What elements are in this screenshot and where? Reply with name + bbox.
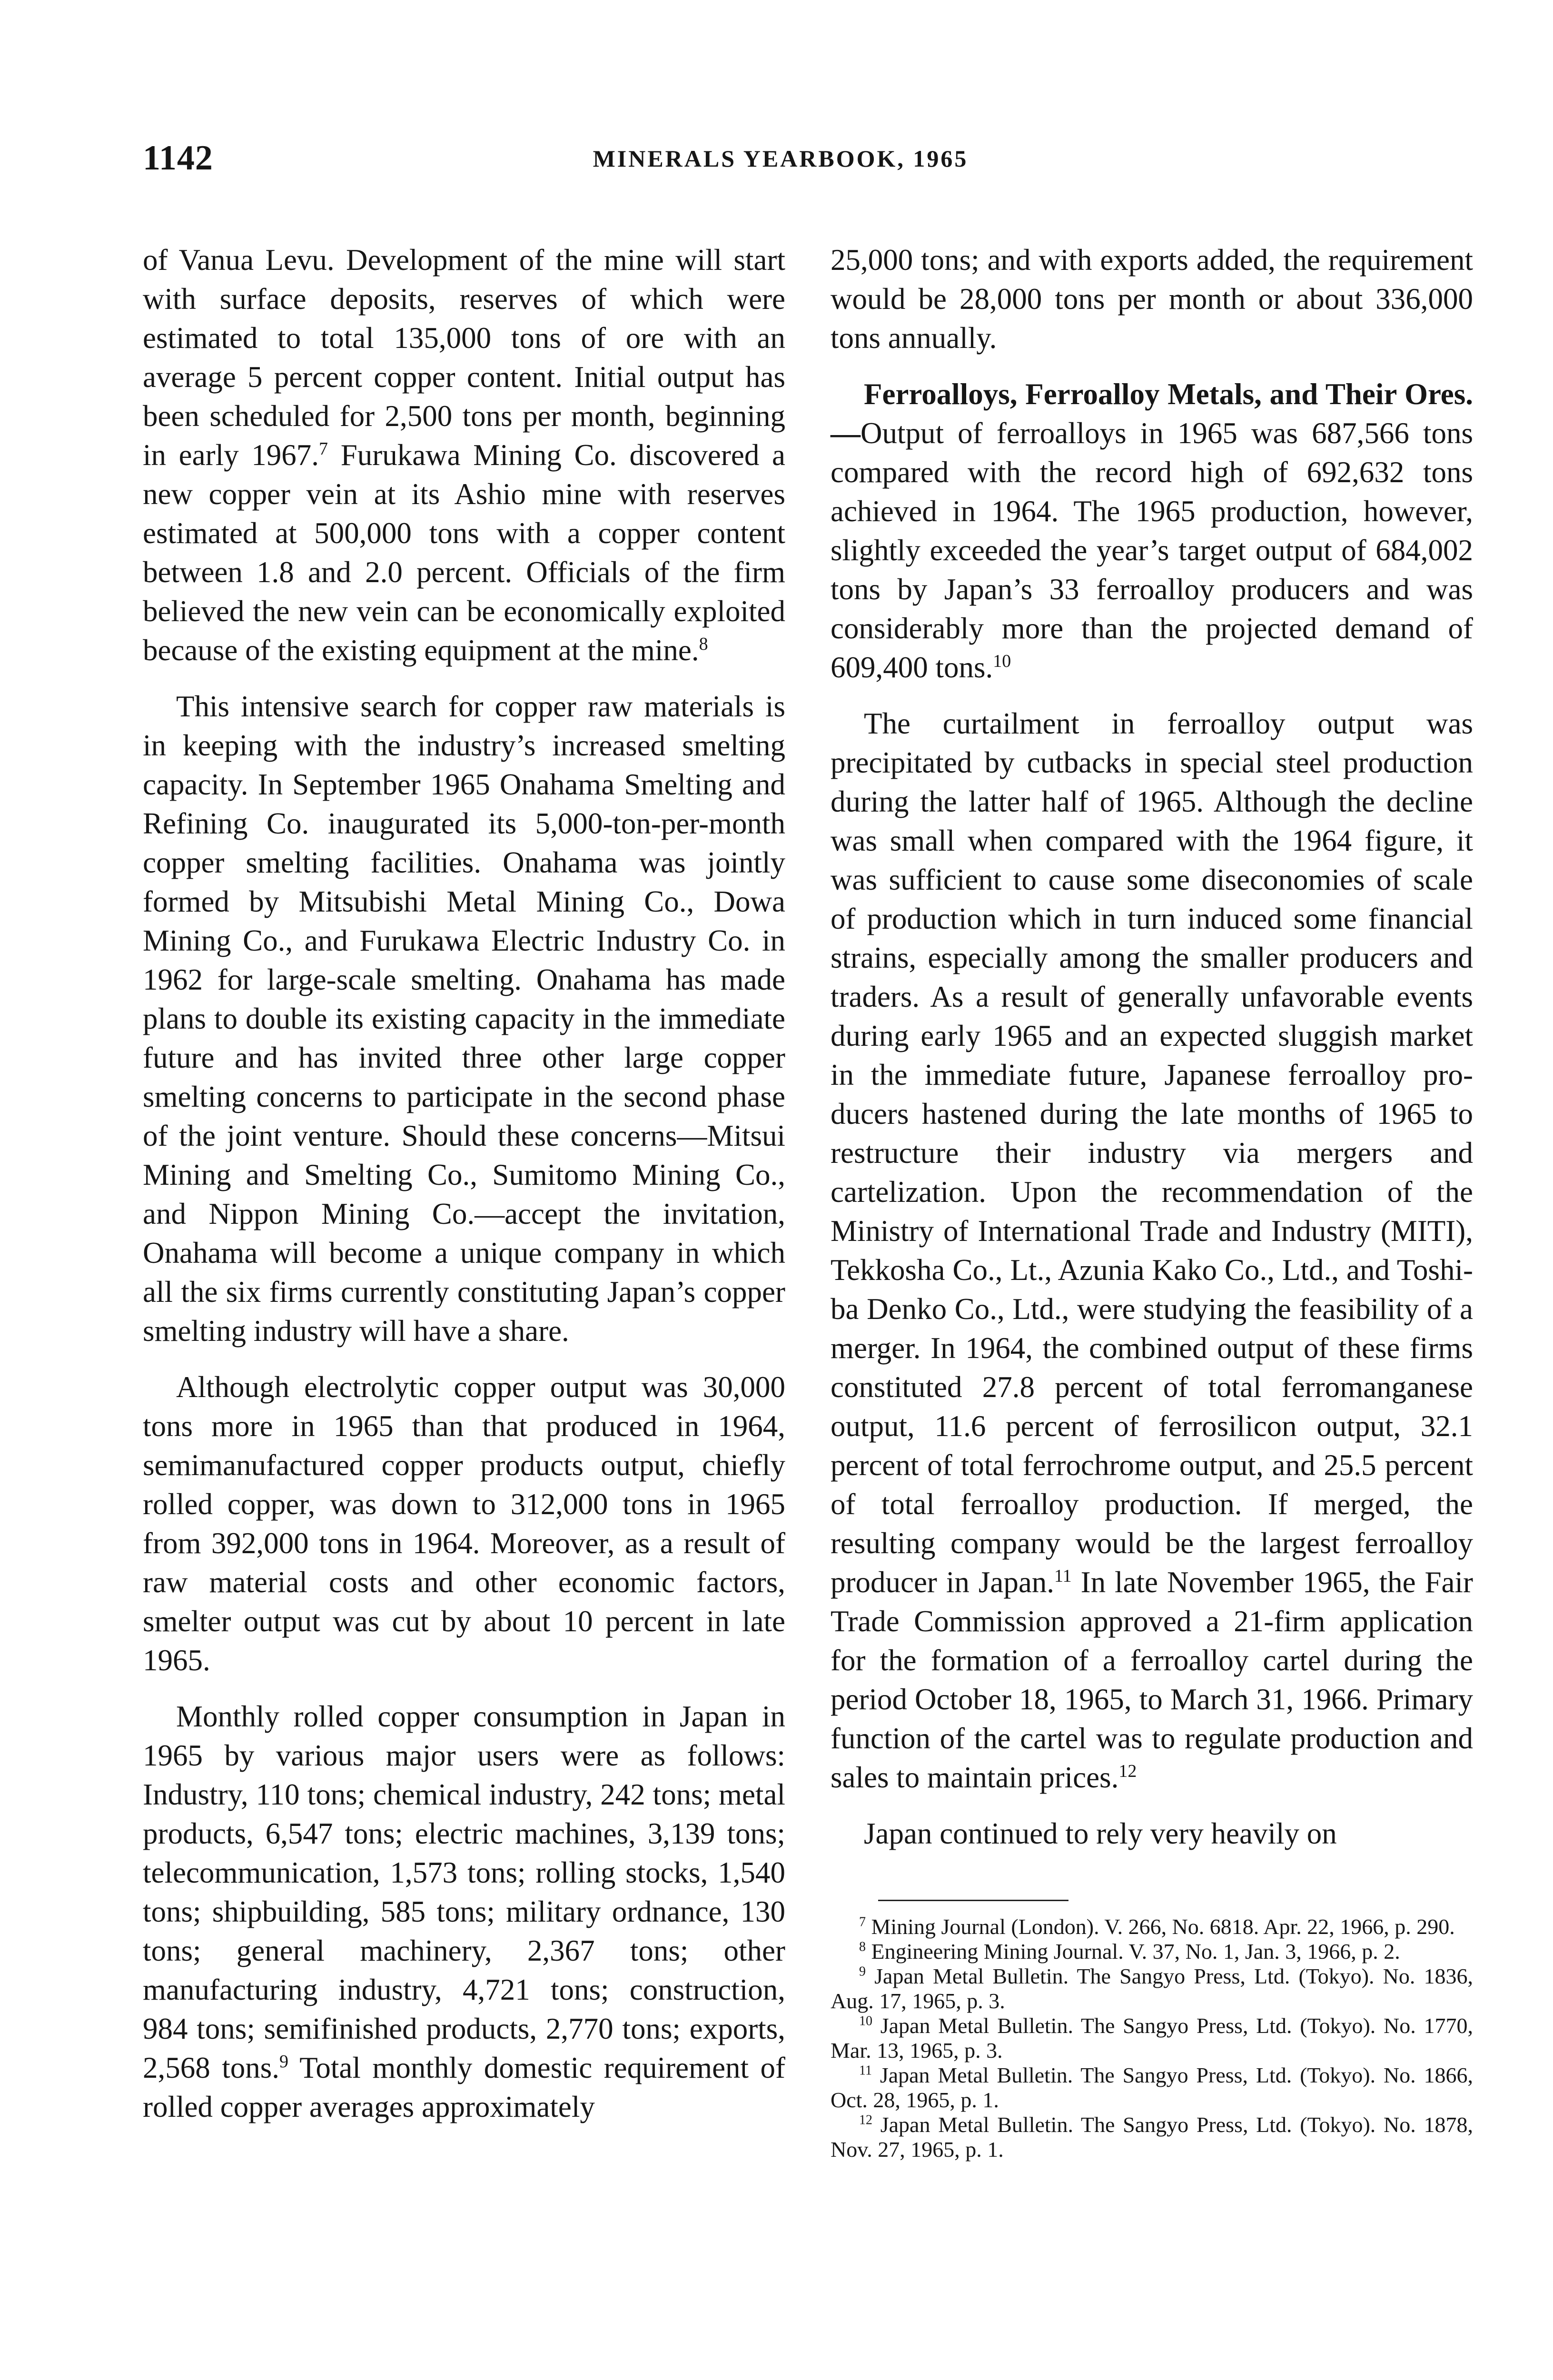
footnote-text: Japan Metal Bulletin. The Sangyo Press, Ltd. (Tokyo). No. 1878, Nov. 27, 1965, p. 1. [831, 2112, 1473, 2162]
footnote [831, 1914, 1473, 1939]
paragraph-text: Output of ferroalloys in 1965 was 687,566 tons compared with the record high of 692,632 tons achieved in 1964. The 1965 production, however, slightly exceeded the year’s target output of 684,002 tons by Japan’s 33 ferroalloy producers and was considerably more than the projected demand of 609,400 tons. [831, 416, 1473, 684]
paragraph [143, 1368, 785, 1680]
footnote-ref: 8 [699, 634, 708, 654]
footnote-ref: 11 [1054, 1566, 1072, 1586]
section-heading: Ferroalloys, Ferroalloy Metals, and Their Ores.— [831, 377, 1473, 450]
paragraph-text: This intensive search for copper raw materials is in keeping with the industry’s increased smelting capacity. In September 1965 Onahama Smelting and Refining Co. inaugurated its 5,000-ton-per-month copper smelting facilities. Onahama was jointly formed by Mitsubishi Metal Mining Co., Dowa Mining Co., and Furukawa Electric Industry Co. in 1962 for large-scale smelting. Onahama has made plans to double its existing capacity in the immediate future and has invited three other large copper smelting concerns to participate in the second phase of the joint venture. Should these concerns—Mitsui Mining and Smelting Co., Sumitomo Mining Co., and Nippon Mining Co.—accept the invitation, Onahama will become a unique company in which all the six firms currently constituting Japan’s copper smelting industry will have a share. [143, 690, 785, 1348]
footnote [831, 2063, 1473, 2112]
footnote [831, 2013, 1473, 2063]
footnote-number: 11 [859, 2063, 872, 2078]
running-title: MINERALS YEARBOOK, 1965 [593, 145, 969, 172]
left-column [143, 240, 785, 2143]
footnote-ref: 12 [1118, 1761, 1137, 1781]
footnote-text: Japan Metal Bulletin. The Sangyo Press, Ltd. (Tokyo). No. 1836, Aug. 17, 1965, p. 3. [831, 1964, 1474, 2013]
paragraph [831, 375, 1473, 687]
paragraph-text: Total monthly domestic requirement of rolled copper averages approximately [143, 2051, 785, 2123]
page-header [0, 138, 1553, 195]
paragraph-text: Although electrolytic copper output was 30,000 tons more in 1965 than that produced in 1964, semimanufactured copper products output, chiefly rolled copper, was down to 312,000 tons in 1965 from 392,000 tons in 1964. Moreover, as a result of raw material costs and other economic factors, smelter output was cut by about 10 percent in late 1965. [143, 1370, 785, 1677]
paragraph-text: Monthly rolled copper consumption in Japan in 1965 by various major users were as follows: Industry, 110 tons; chemical industry, 242 tons; metal products, 6,547 tons; electric machines, 3,139 tons; telecommunication, 1,573 tons; rolling stocks, 1,540 tons; shipbuilding, 585 tons; military ordnance, 130 tons; general machinery, 2,367 tons; other manufacturing industry, 4,721 tons; construction, 984 tons; semifinished products, 2,770 tons; exports, 2,568 tons. [143, 1700, 785, 2084]
footnote-number: 7 [859, 1914, 866, 1930]
paragraph [831, 704, 1473, 1797]
footnote-number: 8 [859, 1939, 866, 1954]
footnote-divider [878, 1900, 1068, 1901]
footnote-number: 9 [859, 1964, 866, 1979]
footnote-ref: 9 [279, 2052, 288, 2072]
footnote-text: Japan Metal Bulletin. The Sangyo Press, Ltd. (Tokyo). No. 1866, Oct. 28, 1965, p. 1. [831, 2063, 1474, 2112]
paragraph [143, 1697, 785, 2126]
paragraph-text: Furukawa Mining Co. discovered a new copper vein at its Ashio mine with reserves estimated at 500,000 tons with a copper content between 1.8 and 2.0 percent. Officials of the firm believed the new vein can be economically exploited because of the existing equipment at the mine. [143, 438, 785, 667]
page-number: 1142 [143, 139, 213, 178]
paragraph [831, 1814, 1473, 1853]
footnote [831, 2112, 1473, 2162]
paragraph-text: In late November 1965, the Fair Trade Commission approved a 21-firm application for the formation of a ferroalloy cartel during the period October 18, 1965, to March 31, 1966. Primary function of the cartel was to regulate production and sales to maintain prices. [831, 1566, 1473, 1794]
footnote-number: 10 [859, 2013, 872, 2029]
paragraph-text: The curtailment in ferroalloy output was precipitated by cutbacks in special steel production during the latter half of 1965. Although the decline was small when compared with the 1964 figure, it was sufficient to cause some diseconomies of scale of production which in turn induced some financial strains, especially among the smaller producers and traders. As a result of generally unfavorable events during early 1965 and an expected sluggish market in the immediate future, Japanese ferroalloy producers hastened during the late months of 1965 to restructure their industry via mergers and cartelization. Upon the recommendation of the Ministry of International Trade and Industry (MITI), Tekkosha Co., Lt., Azunia Kako Co., Ltd., and Toshiba Denko Co., Ltd., were studying the feasibility of a merger. In 1964, the combined output of these firms constituted 27.8 percent of total ferromanganese output, 11.6 percent of ferrosilicon output, 32.1 percent of total ferrochrome output, and 25.5 percent of total ferroalloy production. If merged, the resulting company would be the largest ferroalloy producer in Japan. [831, 707, 1473, 1599]
footnote-text: Japan Metal Bulletin. The Sangyo Press, Ltd. (Tokyo). No. 1770, Mar. 13, 1965, p. 3. [831, 2013, 1473, 2063]
footnote-text: Engineering Mining Journal. V. 37, No. 1, Jan. 3, 1966, p. 2. [871, 1939, 1400, 1964]
paragraph-text: Japan continued to rely very heavily on [864, 1817, 1337, 1850]
footnote [831, 1939, 1473, 1964]
right-column [831, 240, 1473, 2162]
paragraph-text: 25,000 tons; and with exports added, the requirement would be 28,000 tons per month or about 336,000 tons annually. [831, 243, 1473, 355]
paragraph-text: of Vanua Levu. Development of the mine will start with surface deposits, reserves of which were estimated to total 135,000 tons of ore with an average 5 percent copper content. Initial output has been scheduled for 2,500 tons per month, beginning in early 1967. [143, 243, 785, 472]
footnote [831, 1964, 1473, 2013]
footnote-ref: 7 [319, 439, 328, 459]
paragraph [143, 687, 785, 1350]
footnote-ref: 10 [993, 651, 1011, 671]
footnotes [831, 1914, 1473, 2162]
footnote-text: Mining Journal (London). V. 266, No. 6818. Apr. 22, 1966, p. 290. [871, 1914, 1455, 1939]
paragraph [831, 240, 1473, 357]
footnote-number: 12 [859, 2112, 872, 2128]
paragraph [143, 240, 785, 670]
